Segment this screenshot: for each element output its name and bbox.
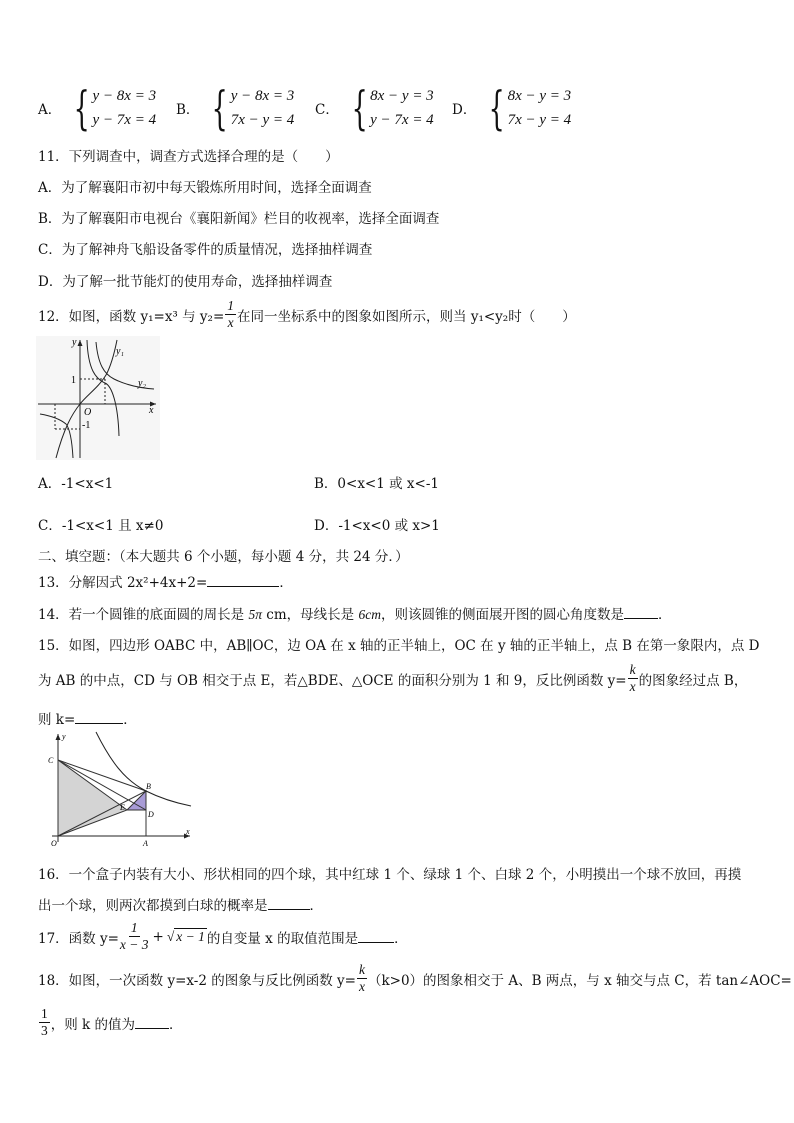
q14-value-circumference: 5π [248,607,262,622]
answer-blank [207,574,279,587]
q17-text-b: 的自变量 x 的取值范围是 [206,930,359,947]
section-heading-fill-in: 二、填空题：（本大题共 6 个小题，每小题 4 分，共 24 分．） [38,549,409,565]
label-e: E [120,803,125,812]
curve-label-y1: y₁ [116,346,124,357]
fraction [120,920,149,953]
answer-blank [358,930,394,943]
equation: 8x − y = 3 [507,88,572,104]
q10-option-c [315,81,434,135]
fraction [628,662,638,695]
x-axis-label: x [149,405,154,416]
q15-line-2 [38,662,747,695]
fraction [357,962,367,995]
fraction [39,1006,50,1039]
q18-text-c: ，则 k 的值为 [50,1016,136,1033]
brace: { [73,81,90,135]
q12-stem-text-b: 在同一坐标系中的图象如图所示，则当 y₁<y₂时（ ） [237,308,576,325]
q12-option-a: A．-1<x<1 [38,476,114,492]
option-label: C． [315,102,339,118]
fraction-numerator: 1 [130,920,138,935]
q12-option-d: D．-1<x<0 或 x>1 [314,518,440,534]
brace: { [212,81,229,135]
label-a: A [143,839,148,848]
q17-text-a: 17．函数 y= [38,930,119,947]
q14-text-a: 14．若一个圆锥的底面圆的周长是 [38,607,249,623]
q18-text-b: （k>0）的图象相交于 A、B 两点，与 x 轴交与点 C，若 tan∠AOC= [367,972,792,989]
option-label: D． [452,102,477,118]
brace: { [488,81,506,135]
q18-text-a: 18．如图，一次函数 y=x-2 的图象与反比例函数 y= [38,972,356,989]
brace: { [351,81,368,135]
equation: 7x − y = 4 [230,112,295,128]
q12-function-graph [36,336,160,460]
label-b: B [146,782,151,791]
origin-label: O [84,407,92,418]
answer-blank [268,897,310,910]
q16-text: 出一个球，则两次都摸到白球的概率是 [38,898,268,914]
curve-label-y2: y₂ [138,378,146,389]
q16-line-1: 16．一个盒子内装有大小、形状相同的四个球，其中红球 1 个、绿球 1 个、白球 2 个，小明摸出一个球不放回，再摸 [38,867,742,883]
label-o: O [51,839,57,848]
q11-option-a: A．为了解襄阳市初中每天锻炼所用时间，选择全面调查 [38,180,372,196]
equation: y − 8x = 3 [92,88,157,104]
triangle-oce [58,760,127,836]
fraction-denominator: x − 3 [119,937,149,952]
answer-blank [135,1016,169,1029]
q11-stem: 11．下列调查中，调查方式选择合理的是（ ） [38,149,339,165]
equation: y − 8x = 3 [230,88,295,104]
equation: 7x − y = 4 [507,112,572,128]
q14-value-slant-height: 6cm [358,607,381,622]
q15-line-1: 15．如图，四边形 OABC 中，AB∥OC，边 OA 在 x 轴的正半轴上，OC 在 y 轴的正半轴上，点 B 在第一象限内，点 D [38,638,760,654]
y-axis-arrow [56,734,61,740]
q13: 13．分解因式 2x²+4x+2= ． [38,575,293,591]
y-axis-label: y [72,337,77,348]
q15-text-c: 则 k= [38,712,76,728]
q16-line-2: 出一个球，则两次都摸到白球的概率是 ． [38,898,323,914]
q18-line-1 [38,962,792,995]
label-x: x [186,827,190,836]
answer-blank [75,711,123,724]
q12-stem-text-a: 12．如图，函数 y₁=x³ 与 y₂= [38,308,225,325]
q11-option-d: D．为了解一批节能灯的使用寿命，选择抽样调查 [38,274,333,290]
q10-option-d [452,81,572,135]
fraction-denominator: 3 [41,1023,48,1038]
q14-text-c: ，则该圆锥的侧面展开图的圆心角度数是 [380,607,624,623]
fraction [225,298,236,331]
fraction-denominator: x [629,679,636,694]
q15-text-b: 的图象经过点 B， [638,672,748,689]
q12-option-b: B．0<x<1 或 x<-1 [314,476,439,492]
plus-sign: + [152,928,164,945]
q13-text: 13．分解因式 2x²+4x+2= [38,575,208,591]
q12-stem [38,298,576,331]
q10-option-a [38,81,157,135]
fraction-numerator: k [358,962,365,977]
q17: 17．函数 y= $\frac{1}{x - 3}$ + √ x − 1 的自变量 x 的取值范围是 ． [38,920,408,952]
tick-label-one: 1 [71,375,76,386]
label-c: C [48,756,54,765]
q10-option-b [176,81,295,135]
q14-text-b: cm，母线长是 [262,607,359,623]
equation: y − 7x = 4 [92,112,157,128]
option-label: A． [38,102,62,118]
q18-line-2: $\frac{1}{3}$ ，则 k 的值为 ． [41,1006,183,1038]
equation: 8x − y = 3 [370,88,434,104]
option-label: B． [176,102,200,118]
fraction-numerator: 1 [41,1006,48,1021]
fraction-numerator: k [629,662,636,677]
q15-line-3: 则 k= ． [38,712,137,728]
fraction-denominator: x [227,315,234,330]
q11-option-b: B．为了解襄阳市电视台《襄阳新闻》栏目的收视率，选择全面调查 [38,211,440,227]
answer-blank [624,606,658,619]
q14: 14．若一个圆锥的底面圆的周长是 5π cm，母线长是 6cm，则该圆锥的侧面展开图的圆心角度数是 ． [38,607,672,623]
tick-label-neg-one: -1 [82,420,91,431]
equation: y − 7x = 4 [370,112,434,128]
label-y: y [62,732,66,741]
q11-option-c: C．为了解神舟飞船设备零件的质量情况，选择抽样调查 [38,242,373,258]
q15-text-a: 为 AB 的中点，CD 与 OB 相交于点 E，若△BDE、△OCE 的面积分别为 1 和 9，反比例函数 y= [38,672,627,689]
fraction-denominator: x [358,979,365,994]
radicand: x − 1 [176,928,205,944]
fraction-numerator: 1 [227,298,235,313]
label-d: D [148,810,154,819]
q12-option-c: C．-1<x<1 且 x≠0 [38,518,164,534]
square-root: √ x − 1 [166,928,205,944]
q15-geometry-graph [36,730,196,848]
